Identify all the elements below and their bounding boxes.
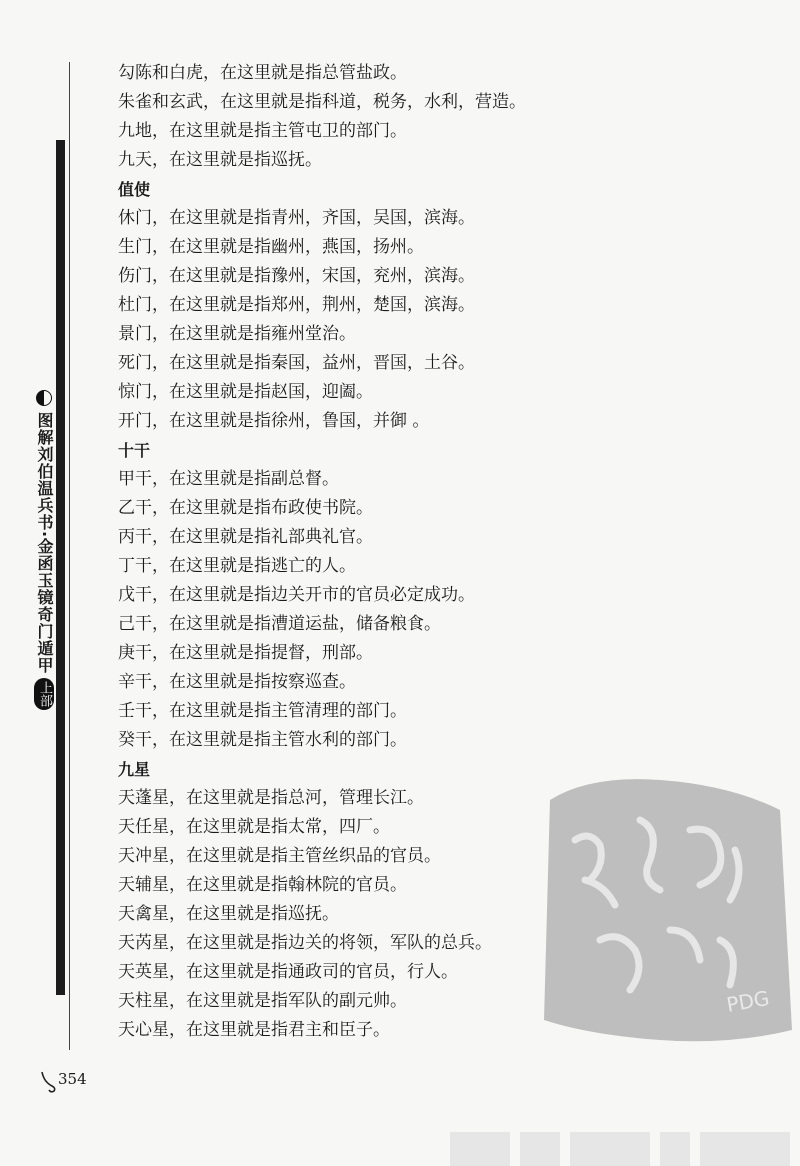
watermark-seal [530, 760, 800, 1050]
text-line: 开门，在这里就是指徐州，鲁国，并御 。 [118, 411, 430, 431]
book-title: 图解刘伯温兵书·金函玉镜奇门遁甲 [35, 412, 54, 675]
text-line: 天英星，在这里就是指通政司的官员，行人。 [118, 962, 458, 982]
section-heading: 十干 [118, 441, 151, 460]
text-line: 丙干，在这里就是指礼部典礼官。 [118, 527, 373, 547]
yin-yang-icon [36, 390, 52, 406]
text-line: 天冲星，在这里就是指主管丝织品的官员。 [118, 846, 441, 866]
text-line: 休门，在这里就是指青州，齐国，吴国，滨海。 [118, 208, 475, 228]
text-line: 壬干，在这里就是指主管清理的部门。 [118, 701, 407, 721]
text-line: 天辅星，在这里就是指翰林院的官员。 [118, 875, 407, 895]
side-label [30, 390, 58, 710]
text-line: 九地，在这里就是指主管屯卫的部门。 [118, 121, 407, 141]
text-line: 丁干，在这里就是指逃亡的人。 [118, 556, 356, 576]
text-line: 景门，在这里就是指雍州堂治。 [118, 324, 356, 344]
text-line: 天任星，在这里就是指太常，四厂。 [118, 817, 390, 837]
section-heading: 九星 [118, 760, 151, 779]
text-line: 惊门，在这里就是指赵国，迎阖。 [118, 382, 373, 402]
text-line: 勾陈和白虎，在这里就是指总管盐政。 [118, 63, 407, 83]
text-line: 杜门，在这里就是指郑州，荆州，楚国，滨海。 [118, 295, 475, 315]
scan-artifacts [0, 1128, 800, 1166]
text-line: 戊干，在这里就是指边关开市的官员必定成功。 [118, 585, 475, 605]
text-line: 九天，在这里就是指巡抚。 [118, 150, 322, 170]
text-line: 己干，在这里就是指漕道运盐，储备粮食。 [118, 614, 441, 634]
text-line: 死门，在这里就是指秦国，益州，晋国，土谷。 [118, 353, 475, 373]
text-line: 朱雀和玄武，在这里就是指科道，税务，水利，营造。 [118, 92, 526, 112]
text-line: 甲干，在这里就是指副总督。 [118, 469, 339, 489]
text-line: 天心星，在这里就是指君主和臣子。 [118, 1020, 390, 1040]
text-line: 癸干，在这里就是指主管水利的部门。 [118, 730, 407, 750]
text-line: 天禽星，在这里就是指巡抚。 [118, 904, 339, 924]
text-line: 庚干，在这里就是指提督，刑部。 [118, 643, 373, 663]
volume-badge: 上部 [34, 678, 54, 710]
section-heading: 值使 [118, 180, 151, 199]
margin-rule [69, 62, 70, 1050]
page-swash-icon [40, 1068, 60, 1094]
text-line: 辛干，在这里就是指按察巡查。 [118, 672, 356, 692]
text-line: 天蓬星，在这里就是指总河，管理长江。 [118, 788, 424, 808]
text-line: 生门，在这里就是指幽州，燕国，扬州。 [118, 237, 424, 257]
text-line: 伤门，在这里就是指豫州，宋国，兖州，滨海。 [118, 266, 475, 286]
text-line: 天柱星，在这里就是指军队的副元帅。 [118, 991, 407, 1011]
text-line: 天芮星，在这里就是指边关的将领，军队的总兵。 [118, 933, 492, 953]
text-line: 乙干，在这里就是指布政使书院。 [118, 498, 373, 518]
page-number: 354 [58, 1070, 87, 1088]
watermark-text: PDG [724, 985, 772, 1017]
